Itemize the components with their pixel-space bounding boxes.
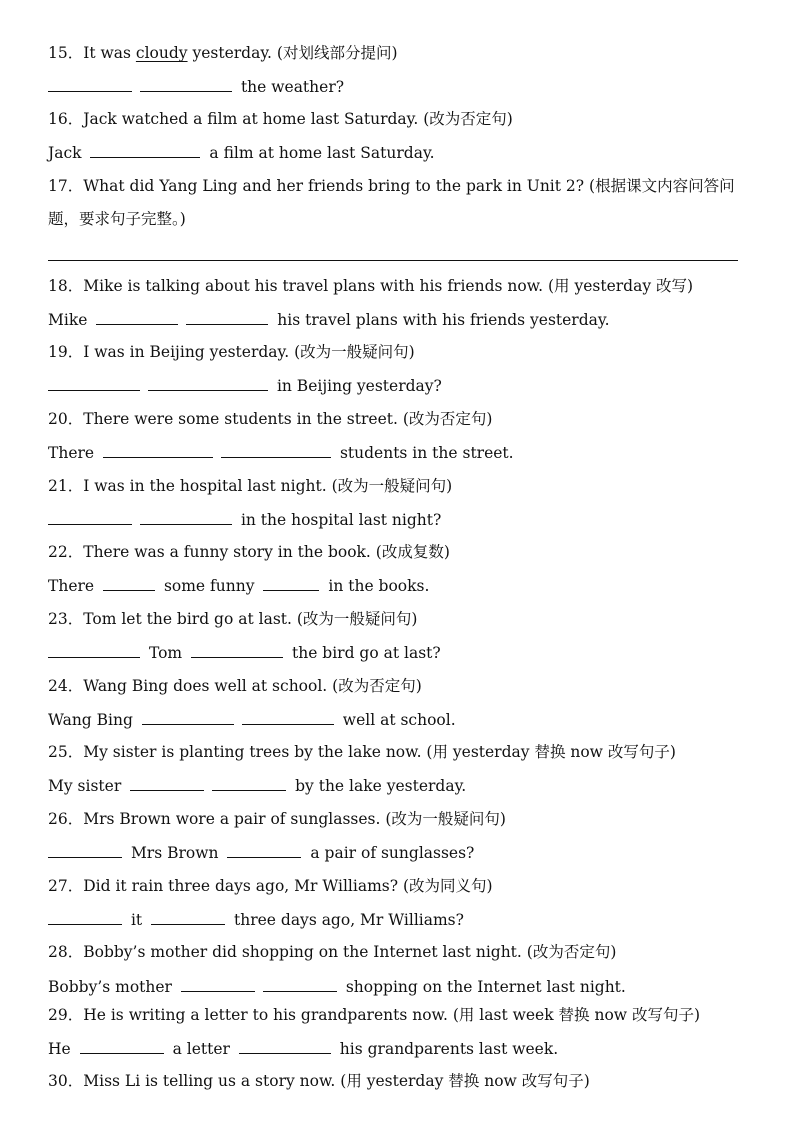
instruction: (用 last week 替换 now 改写句子) — [452, 1006, 701, 1024]
answer-line-28 — [48, 975, 753, 997]
answer-blank[interactable] — [90, 141, 200, 158]
answer-blank[interactable] — [263, 975, 337, 992]
answer-line-25 — [48, 774, 753, 796]
question-number: 18． — [48, 277, 84, 295]
question-19 — [48, 341, 753, 363]
answer-blank[interactable] — [151, 908, 225, 925]
answer-text: it — [130, 911, 143, 929]
question-30 — [48, 1070, 753, 1092]
question-number: 25． — [48, 743, 84, 761]
question-number: 15． — [48, 44, 84, 62]
question-21 — [48, 475, 753, 497]
answer-text: by the lake yesterday. — [295, 777, 467, 795]
question-24 — [48, 675, 753, 697]
question-text: It was — [83, 44, 136, 62]
answer-line-15 — [48, 75, 753, 97]
answer-text: My sister — [48, 777, 122, 795]
answer-text: He — [48, 1040, 71, 1058]
instruction: (根据课文内容问答问题，要求句子完整。) — [48, 177, 735, 228]
answer-line-20 — [48, 441, 753, 463]
answer-text: There — [48, 444, 95, 462]
answer-blank[interactable] — [221, 441, 331, 458]
question-number: 26． — [48, 810, 84, 828]
question-text: He is writing a letter to his grandparents now. — [83, 1006, 453, 1024]
instruction: (用 yesterday 改写) — [547, 277, 694, 295]
answer-blank[interactable] — [48, 75, 132, 92]
instruction: (改为一般疑问句) — [294, 343, 415, 361]
question-28 — [48, 941, 753, 963]
answer-text: well at school. — [342, 711, 456, 729]
answer-blank[interactable] — [130, 774, 204, 791]
answer-text: in Beijing yesterday? — [276, 377, 442, 395]
question-text: Mike is talking about his travel plans with his friends now. — [83, 277, 548, 295]
question-18 — [48, 275, 753, 297]
answer-text: students in the street. — [339, 444, 514, 462]
question-number: 21． — [48, 477, 84, 495]
answer-blank[interactable] — [242, 708, 334, 725]
question-number: 27． — [48, 877, 84, 895]
answer-text: Tom — [148, 644, 183, 662]
question-23 — [48, 608, 753, 630]
answer-blank[interactable] — [239, 1037, 331, 1054]
answer-blank[interactable] — [103, 574, 155, 591]
question-text: Mrs Brown wore a pair of sunglasses. — [83, 810, 386, 828]
question-text: Did it rain three days ago, Mr Williams? — [83, 877, 403, 895]
answer-line-21 — [48, 508, 753, 530]
question-22 — [48, 541, 753, 563]
question-17 — [48, 170, 753, 236]
instruction: (改为否定句) — [332, 677, 422, 695]
instruction: (用 yesterday 替换 now 改写句子) — [340, 1072, 590, 1090]
question-29 — [48, 1004, 753, 1026]
answer-blank[interactable] — [140, 508, 232, 525]
answer-blank[interactable] — [140, 75, 232, 92]
question-number: 16． — [48, 110, 84, 128]
question-text: I was in Beijing yesterday. — [83, 343, 295, 361]
answer-text: Wang Bing — [48, 711, 133, 729]
answer-blank[interactable] — [48, 374, 140, 391]
question-text: I was in the hospital last night. — [83, 477, 332, 495]
answer-blank[interactable] — [227, 841, 301, 858]
answer-line-22 — [48, 574, 753, 596]
answer-rule-17[interactable] — [48, 260, 738, 261]
instruction: (改为否定句) — [402, 410, 493, 428]
question-26 — [48, 808, 753, 830]
instruction: (改成复数) — [375, 543, 450, 561]
question-number: 19． — [48, 343, 84, 361]
question-text: Wang Bing does well at school. — [83, 677, 333, 695]
answer-blank[interactable] — [80, 1037, 164, 1054]
answer-line-29 — [48, 1037, 753, 1059]
question-20 — [48, 408, 753, 430]
answer-text: Bobby’s mother — [48, 978, 172, 996]
answer-text: a letter — [172, 1040, 230, 1058]
answer-blank[interactable] — [48, 641, 140, 658]
question-number: 17． — [48, 177, 84, 195]
answer-blank[interactable] — [103, 441, 213, 458]
answer-line-16 — [48, 141, 753, 163]
answer-text: the weather? — [240, 78, 345, 96]
answer-text: three days ago, Mr Williams? — [234, 911, 464, 929]
instruction: (改为否定句) — [423, 110, 513, 128]
question-number: 28． — [48, 943, 84, 961]
question-text: Tom let the bird go at last. — [83, 610, 297, 628]
answer-text: in the books. — [328, 577, 430, 595]
answer-text: Jack — [48, 144, 82, 162]
answer-text: his travel plans with his friends yesterday. — [277, 311, 610, 329]
answer-text: Mrs Brown — [130, 844, 219, 862]
question-number: 30． — [48, 1072, 84, 1090]
answer-blank[interactable] — [181, 975, 255, 992]
instruction: (改为否定句) — [526, 943, 617, 961]
answer-text: his grandparents last week. — [339, 1040, 559, 1058]
instruction: (改为一般疑问句) — [331, 477, 453, 495]
question-25 — [48, 741, 753, 763]
question-text: Miss Li is telling us a story now. — [83, 1072, 341, 1090]
instruction: (用 yesterday 替换 now 改写句子) — [426, 743, 676, 761]
answer-blank[interactable] — [48, 508, 132, 525]
instruction: (改为一般疑问句) — [296, 610, 418, 628]
question-text: There were some students in the street. — [83, 410, 403, 428]
question-text: Jack watched a film at home last Saturday. — [83, 110, 424, 128]
answer-line-26 — [48, 841, 753, 863]
answer-text: a pair of sunglasses? — [310, 844, 475, 862]
question-number: 20． — [48, 410, 84, 428]
question-15 — [48, 42, 753, 64]
answer-line-27 — [48, 908, 753, 930]
answer-line-19 — [48, 374, 753, 396]
answer-blank[interactable] — [96, 308, 178, 325]
answer-text: shopping on the Internet last night. — [345, 978, 626, 996]
answer-text: Mike — [48, 311, 88, 329]
question-16 — [48, 108, 753, 130]
answer-blank[interactable] — [186, 308, 268, 325]
answer-line-18 — [48, 308, 753, 330]
question-text: What did Yang Ling and her friends bring to the park in Unit 2? — [83, 177, 590, 195]
instruction: (改为一般疑问句) — [385, 810, 506, 828]
answer-blank[interactable] — [263, 574, 319, 591]
answer-blank[interactable] — [142, 708, 234, 725]
answer-text: in the hospital last night? — [240, 511, 442, 529]
question-text: There was a funny story in the book. — [83, 543, 376, 561]
answer-blank[interactable] — [212, 774, 286, 791]
answer-text: some funny — [163, 577, 255, 595]
question-number: 24． — [48, 677, 84, 695]
question-number: 23． — [48, 610, 84, 628]
answer-blank[interactable] — [48, 908, 122, 925]
answer-text: the bird go at last? — [291, 644, 441, 662]
underlined-word: cloudy — [135, 44, 188, 62]
answer-blank[interactable] — [191, 641, 283, 658]
question-number: 29． — [48, 1006, 84, 1024]
answer-blank[interactable] — [48, 841, 122, 858]
answer-line-23 — [48, 641, 753, 663]
answer-line-24 — [48, 708, 753, 730]
question-27 — [48, 875, 753, 897]
instruction: (改为同义句) — [402, 877, 493, 895]
question-text: yesterday. — [187, 44, 277, 62]
question-text: My sister is planting trees by the lake now. — [83, 743, 427, 761]
question-number: 22． — [48, 543, 84, 561]
answer-blank[interactable] — [148, 374, 268, 391]
answer-text: There — [48, 577, 95, 595]
instruction: (对划线部分提问) — [276, 44, 398, 62]
answer-text: a film at home last Saturday. — [209, 144, 435, 162]
question-text: Bobby’s mother did shopping on the Internet last night. — [83, 943, 527, 961]
